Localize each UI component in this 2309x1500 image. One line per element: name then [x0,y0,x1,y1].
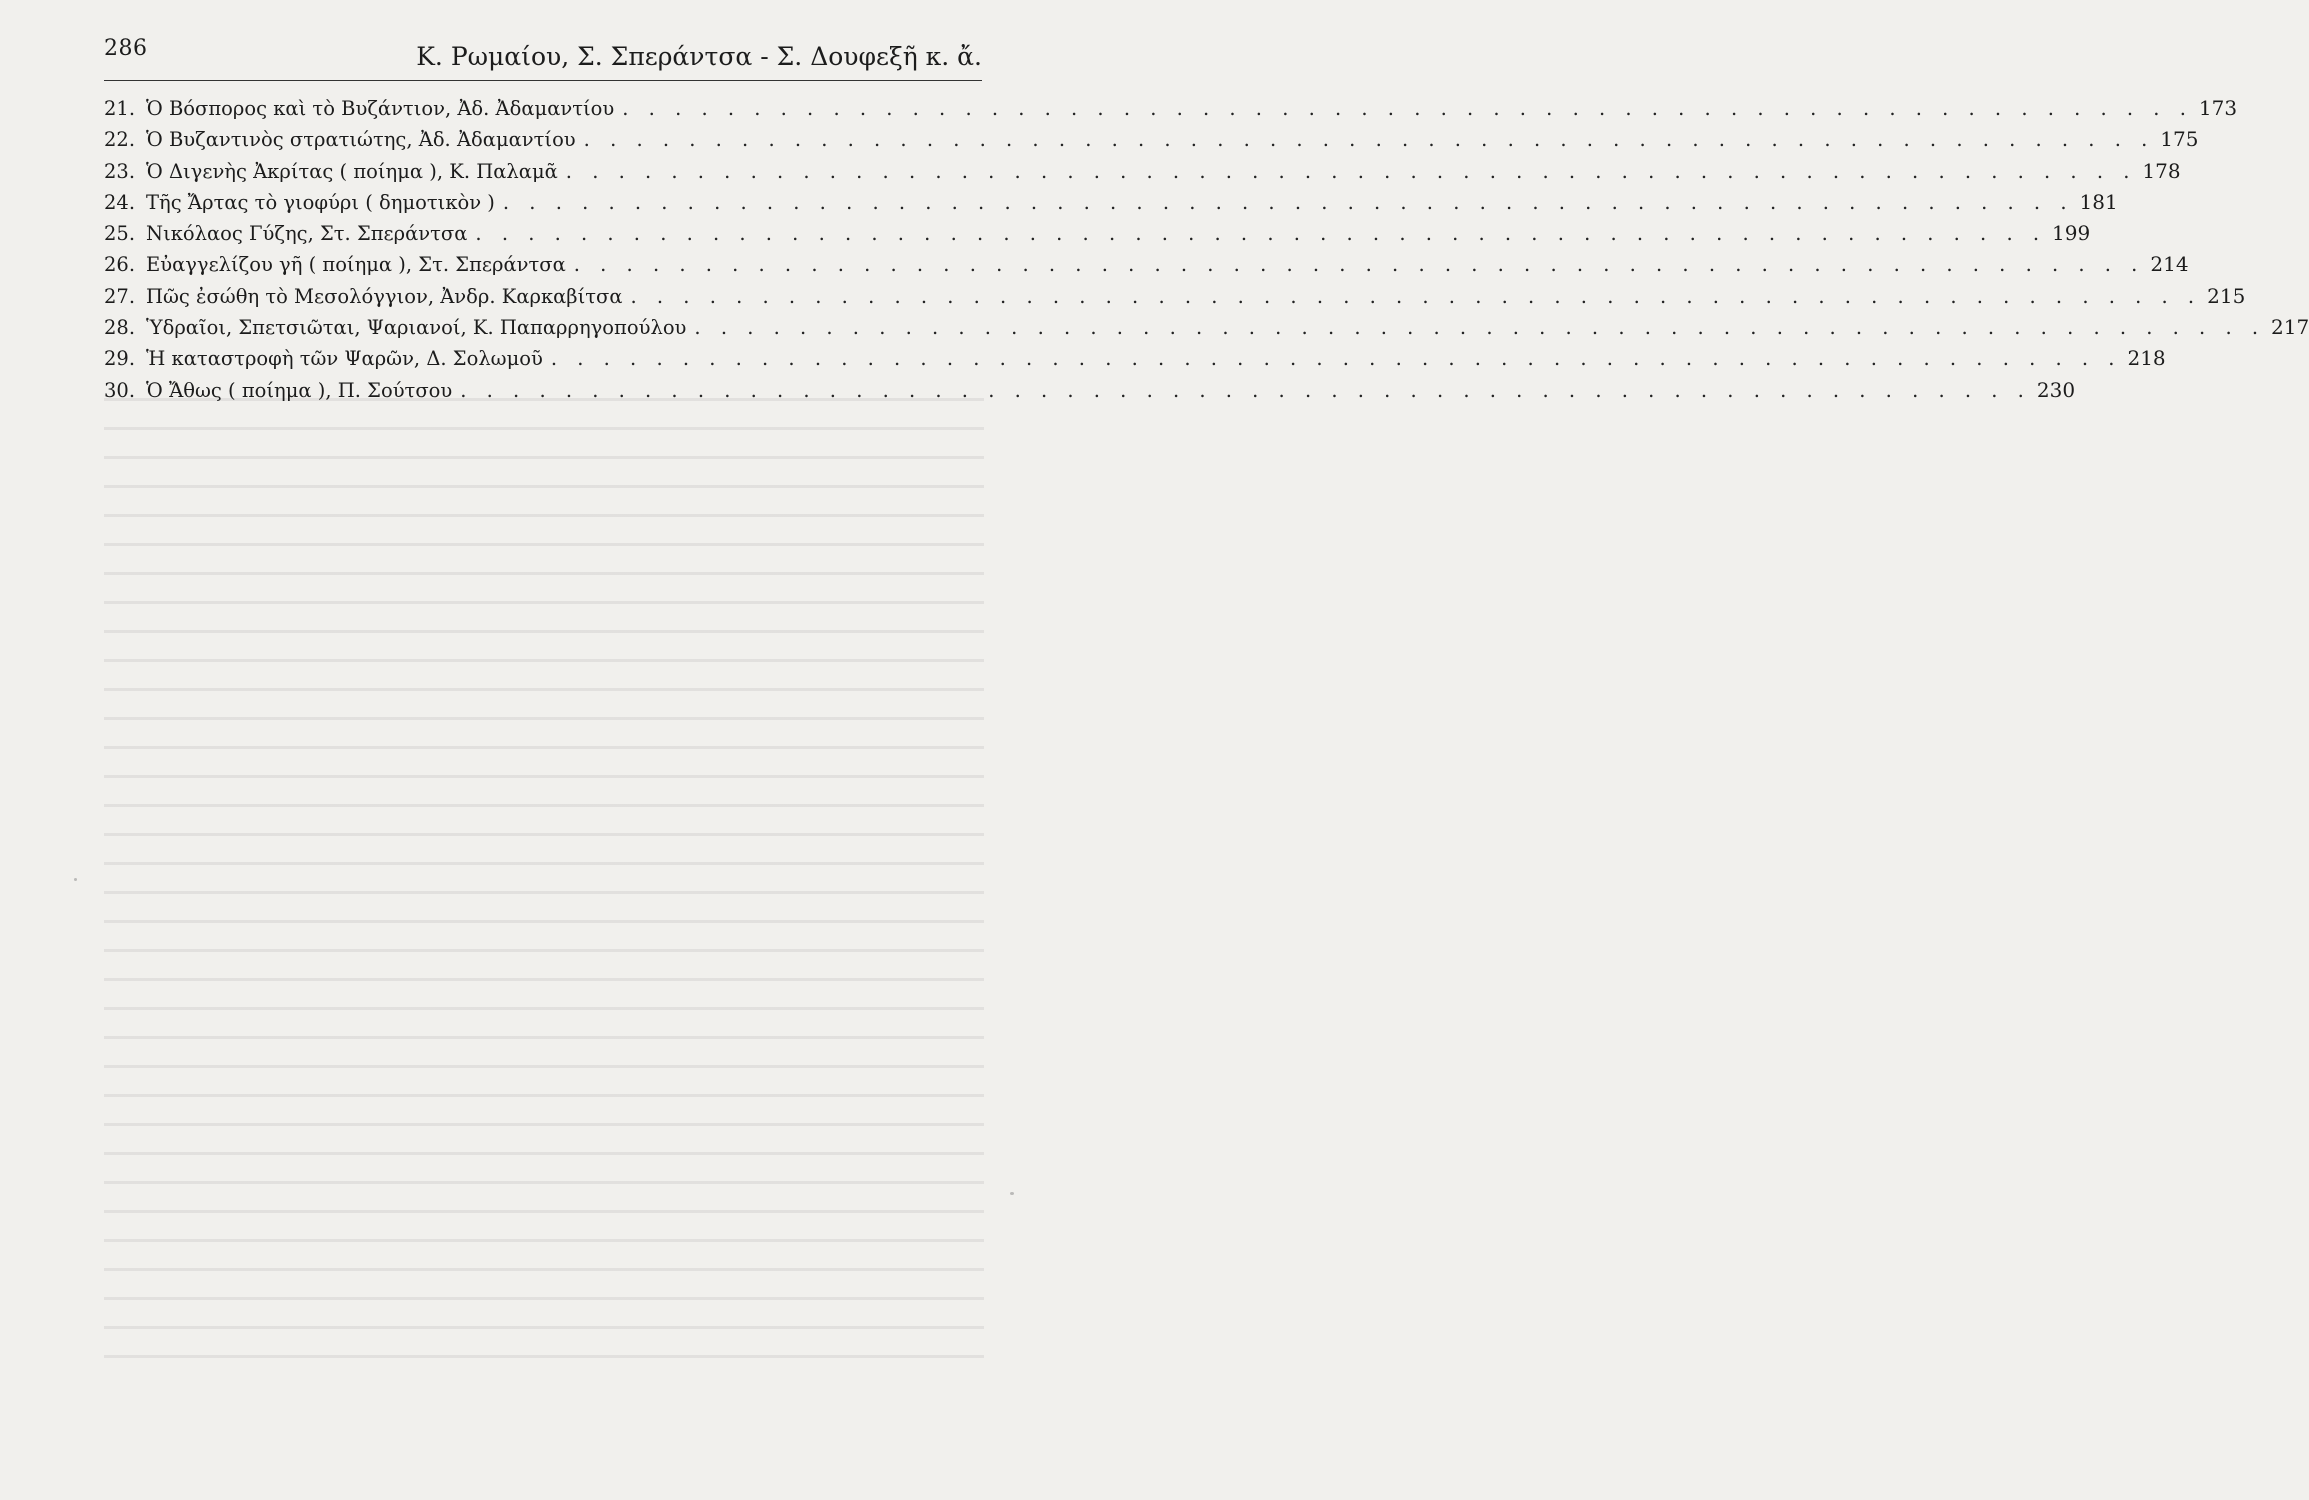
toc-entry [104,127,2199,158]
entry-title: Ὁ Βόσπορος καὶ τὸ Βυζάντιον, Ἀδ. Ἀδαμαντίου [146,97,615,120]
dot-leader: . . . . . . . . . . . . . . . . . . . . . . . . . . . . . . . . . . . . . . . . . . . . . . . . . . . . . . . . . . . . [460,378,2031,402]
entry-page-number: 218 [2127,346,2166,371]
toc-entry [104,96,2238,127]
entry-title: Ὑδραῖοι, Σπετσιῶται, Ψαριανοί, Κ. Παπαρρηγοπούλου [146,316,687,340]
entry-title: Ὁ Διγενὴς Ἀκρίτας ( ποίημα ), Κ. Παλαμᾶ [146,159,558,183]
entry-page-number: 173 [2198,96,2238,120]
entry-number: 30. [104,378,136,402]
header-rule [104,80,982,81]
entry-number: 21. [104,97,136,120]
entry-page-number: 215 [2207,283,2246,308]
dot-leader: . . . . . . . . . . . . . . . . . . . . . . . . . . . . . . . . . . . . . . . . . . . . . . . . . . . . . . . . . . . . [502,190,2074,214]
dot-leader: . . . . . . . . . . . . . . . . . . . . . . . . . . . . . . . . . . . . . . . . . . . . . . . . . . . . . . . . . . . . [630,284,2202,308]
dot-leader: . . . . . . . . . . . . . . . . . . . . . . . . . . . . . . . . . . . . . . . . . . . . . . . . . . . . . . . . . . . . [622,97,2193,120]
entry-page-number: 230 [2036,377,2076,402]
toc-entry [104,315,2309,346]
dot-leader: . . . . . . . . . . . . . . . . . . . . . . . . . . . . . . . . . . . . . . . . . . . . . . . . . . . . . . . . . . . . [565,159,2137,183]
toc-entry [104,189,2118,221]
entry-page-number: 199 [2052,221,2091,246]
entry-title: Ὁ Ἄθως ( ποίημα ), Π. Σούτσου [146,378,453,402]
toc-entry [104,346,2166,377]
entry-number: 22. [104,128,136,152]
entry-title: Τῆς Ἄρτας τὸ γιοφύρι ( δημοτικὸν ) [146,190,495,214]
dot-leader: . . . . . . . . . . . . . . . . . . . . . . . . . . . . . . . . . . . . . . . . . . . . . . . . . . . . . . . . . . . . [573,253,2145,277]
entry-title: Πῶς ἐσώθη τὸ Μεσολόγγιον, Ἀνδρ. Καρκαβίτσα [146,284,623,308]
entry-number: 24. [104,190,136,214]
toc-entry [104,252,2189,283]
entry-number: 26. [104,253,136,277]
page-header [104,28,982,78]
entry-page-number: 217 [2271,315,2309,340]
running-head: Κ. Ρωμαίου, Σ. Σπεράντσα - Σ. Δουφεξῆ κ. ἄ. [416,42,982,71]
entry-page-number: 181 [2079,189,2118,214]
entry-title: Νικόλαος Γύζης, Στ. Σπεράντσα [146,222,468,246]
entry-number: 27. [104,284,136,308]
page-number: 286 [104,36,148,61]
paper-speck [74,878,77,881]
entry-number: 28. [104,316,136,340]
dot-leader: . . . . . . . . . . . . . . . . . . . . . . . . . . . . . . . . . . . . . . . . . . . . . . . . . . . . . . . . . . . . [583,128,2155,152]
toc-entry [104,221,2091,252]
entry-page-number: 175 [2160,127,2199,152]
toc-entry [104,158,2181,190]
toc-entry [104,283,2246,315]
entry-title: Ὁ Βυζαντινὸς στρατιώτης, Ἀδ. Ἀδαμαντίου [146,128,576,152]
entry-number: 23. [104,159,136,183]
entry-number: 29. [104,347,136,371]
dot-leader: . . . . . . . . . . . . . . . . . . . . . . . . . . . . . . . . . . . . . . . . . . . . . . . . . . . . . . . . . . . . [550,347,2122,371]
entry-page-number: 178 [2142,158,2181,183]
table-of-contents [104,96,2309,409]
toc-entry [104,377,2076,409]
reverse-side-bleed-through [104,380,984,1380]
dot-leader: . . . . . . . . . . . . . . . . . . . . . . . . . . . . . . . . . . . . . . . . . . . . . . . . . . . . . . . . . . . . [694,316,2266,340]
entry-page-number: 214 [2150,252,2189,277]
entry-title: Εὐαγγελίζου γῆ ( ποίημα ), Στ. Σπεράντσα [146,253,566,277]
entry-number: 25. [104,222,136,246]
paper-speck [1010,1192,1014,1195]
dot-leader: . . . . . . . . . . . . . . . . . . . . . . . . . . . . . . . . . . . . . . . . . . . . . . . . . . . . . . . . . . . . [475,222,2047,246]
entry-title: Ἡ καταστροφὴ τῶν Ψαρῶν, Δ. Σολωμοῦ [146,347,543,371]
